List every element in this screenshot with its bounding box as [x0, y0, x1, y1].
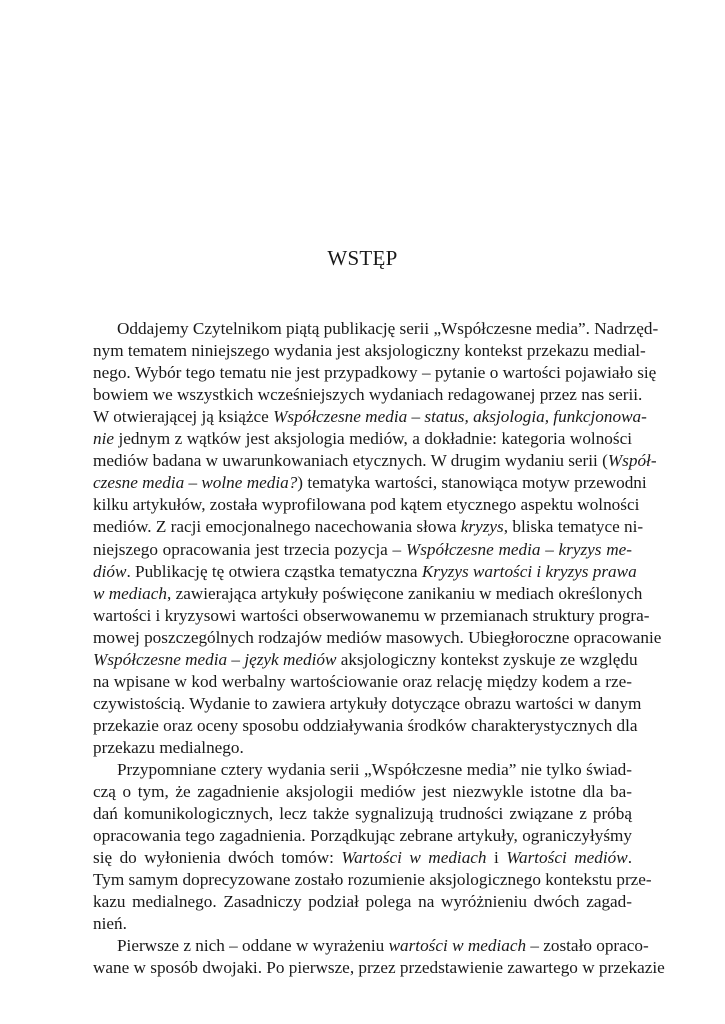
- text-line: [93, 561, 637, 583]
- text-segment: .: [627, 848, 632, 868]
- text-segment: na wpisane w kod werbalny wartościowanie oraz relację między kodem a rze-: [93, 671, 632, 691]
- text-segment: wartości i kryzysowi wartości obserwowanemu w przemianach struktury progra-: [93, 605, 650, 625]
- text-segment: mediów badana w uwarunkowaniach etycznych. W drugim wydaniu serii (: [93, 451, 608, 471]
- text-segment: . Publikację tę otwiera cząstka tematyczna: [126, 561, 422, 581]
- text-segment: kilku artykułów, została wyprofilowana pod kątem etycznego aspektu wolności: [93, 495, 640, 515]
- text-segment: dań komunikologicznych, lecz także sygnalizują trudności związane z próbą: [93, 804, 632, 824]
- text-segment: i: [486, 848, 507, 868]
- text-segment: opracowania tego zagadnienia. Porządkując zebrane artykuły, ograniczyłyśmy: [93, 826, 632, 846]
- text-line: [93, 605, 650, 627]
- text-line: [93, 803, 632, 825]
- text-segment: jednym z wątków jest aksjologia mediów, a dokładnie: kategoria wolności: [114, 429, 632, 449]
- text-segment: mediów. Z racji emocjonalnego nacechowania słowa: [93, 517, 461, 537]
- text-line: [93, 693, 642, 715]
- text-segment: nień.: [93, 914, 127, 934]
- text-line: [93, 450, 657, 472]
- text-segment: nym tematem niniejszego wydania jest aksjologiczny kontekst przekazu medial-: [93, 341, 646, 361]
- italic-title-text: Współczesne media – status, aksjologia, funkcjonowa-: [273, 407, 647, 427]
- italic-title-text: diów: [93, 561, 127, 581]
- text-line: [93, 781, 632, 803]
- text-line: [93, 362, 657, 384]
- text-segment: wane w sposób dwojaki. Po pierwsze, przez przedstawienie zawartego w przekazie: [93, 958, 665, 978]
- text-line: [93, 583, 643, 605]
- text-segment: Pierwsze z nich – oddane w wyrażeniu: [117, 936, 389, 956]
- text-segment: aksjologiczny kontekst zyskuje ze względu: [336, 649, 638, 669]
- text-line: [93, 847, 632, 869]
- chapter-heading: WSTĘP: [327, 246, 398, 270]
- italic-title-text: wartości w mediach: [388, 936, 527, 956]
- text-line: [93, 825, 632, 847]
- text-line: [93, 428, 632, 450]
- text-line: [93, 869, 652, 891]
- text-segment: czą o tym, że zagadnienie aksjologii mediów jest niezwykle istotne dla ba-: [93, 782, 632, 802]
- text-segment: Tym samym doprecyzowane zostało rozumienie aksjologicznego kontekstu prze-: [93, 870, 652, 890]
- text-line: [93, 472, 647, 494]
- text-line: [93, 494, 640, 516]
- italic-title-text: nie: [93, 429, 114, 449]
- text-line: [117, 759, 632, 781]
- text-line: [93, 649, 638, 671]
- text-segment: – zostało opraco-: [526, 936, 649, 956]
- italic-title-text: czesne media – wolne media?: [93, 473, 298, 493]
- italic-title-text: Wartości w mediach: [341, 848, 487, 868]
- text-line: [117, 935, 649, 957]
- text-line: [93, 737, 632, 759]
- italic-title-text: Współczesne media – język mediów: [93, 649, 337, 669]
- text-segment: , zawierająca artykuły poświęcone zanikaniu w mediach określonych: [167, 583, 643, 603]
- text-line: [93, 384, 643, 406]
- text-line: [93, 406, 647, 428]
- text-segment: W otwierającej ją książce: [93, 407, 274, 427]
- italic-title-text: kryzys: [460, 517, 504, 537]
- text-line: [93, 340, 646, 362]
- text-segment: się do wyłonienia dwóch tomów:: [93, 848, 342, 868]
- italic-title-text: Wartości mediów: [506, 848, 628, 868]
- text-segment: Przypomniane cztery wydania serii „Współczesne media” nie tylko świad-: [117, 760, 632, 779]
- text-segment: czywistością. Wydanie to zawiera artykuły dotyczące obrazu wartości w danym: [93, 693, 642, 713]
- text-line: [93, 539, 632, 561]
- text-line: [93, 957, 665, 979]
- text-segment: nego. Wybór tego tematu nie jest przypadkowy – pytanie o wartości pojawiało się: [93, 363, 657, 383]
- text-segment: ) tematyka wartości, stanowiąca motyw przewodni: [297, 473, 647, 493]
- text-segment: przekazie oraz oceny sposobu oddziaływania środków charakterystycznych dla: [93, 715, 638, 735]
- text-line: [93, 627, 662, 649]
- text-segment: , bliska tematyce ni-: [503, 517, 644, 537]
- italic-title-text: Współczesne media – kryzys me-: [405, 539, 632, 559]
- text-line: [93, 715, 638, 737]
- text-segment: przekazu medialnego.: [93, 737, 244, 757]
- text-line: [93, 516, 644, 538]
- text-segment: niejszego opracowania jest trzecia pozycja –: [93, 539, 406, 559]
- text-segment: mowej poszczególnych rodzajów mediów masowych. Ubiegłoroczne opracowanie: [93, 627, 662, 647]
- italic-title-text: w mediach: [93, 583, 167, 603]
- text-line: [117, 318, 659, 340]
- text-line: [93, 913, 632, 935]
- text-segment: bowiem we wszystkich wcześniejszych wydaniach redagowanej przez nas serii.: [93, 385, 643, 405]
- text-line: [93, 891, 632, 913]
- text-segment: Oddajemy Czytelnikom piątą publikację serii „Współczesne media”. Nadrzęd-: [117, 319, 659, 338]
- text-line: [93, 671, 632, 693]
- italic-title-text: Współ-: [607, 451, 657, 471]
- text-segment: kazu medialnego. Zasadniczy podział polega na wyróżnieniu dwóch zagad-: [93, 892, 632, 912]
- italic-title-text: Kryzys wartości i kryzys prawa: [421, 561, 637, 581]
